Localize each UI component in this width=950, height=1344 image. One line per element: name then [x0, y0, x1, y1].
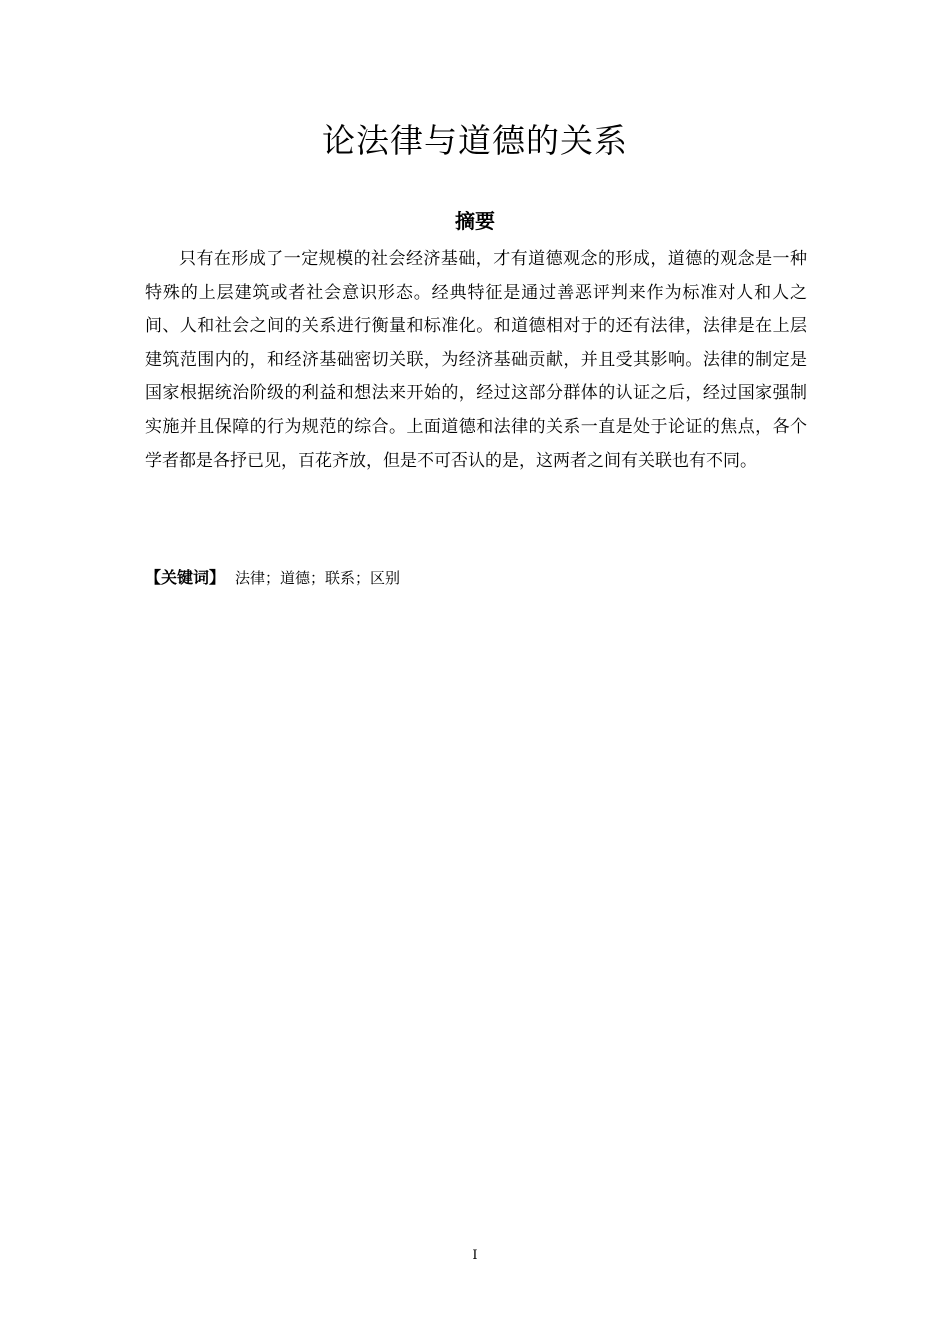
keywords-line: [145, 563, 807, 593]
abstract-heading: 摘要: [455, 209, 495, 233]
paper-title: 论法律与道德的关系: [322, 121, 628, 160]
page-number: I: [472, 1248, 478, 1263]
keywords-label: 【关键词】: [145, 568, 226, 587]
abstract-paragraph: 只有在形成了一定规模的社会经济基础，才有道德观念的形成，道德的观念是一种特殊的上层建筑或者社会意识形态。经典特征是通过善恶评判来作为标准对人和人之间、人和社会之间的关系进行衡量和标准化。和道德相对于的还有法律，法律是在上层建筑范围内的，和经济基础密切关联，为经济基础贡献，并且受其影响。法律的制定是国家根据统治阶级的利益和想法来开始的，经过这部分群体的认证之后，经过国家强制实施并且保障的行为规范的综合。上面道德和法律的关系一直是处于论证的焦点，各个学者都是各抒已见，百花齐放，但是不可否认的是，这两者之间有关联也有不同。: [145, 249, 807, 471]
keywords-list: 法律；道德；联系；区别: [235, 569, 401, 587]
